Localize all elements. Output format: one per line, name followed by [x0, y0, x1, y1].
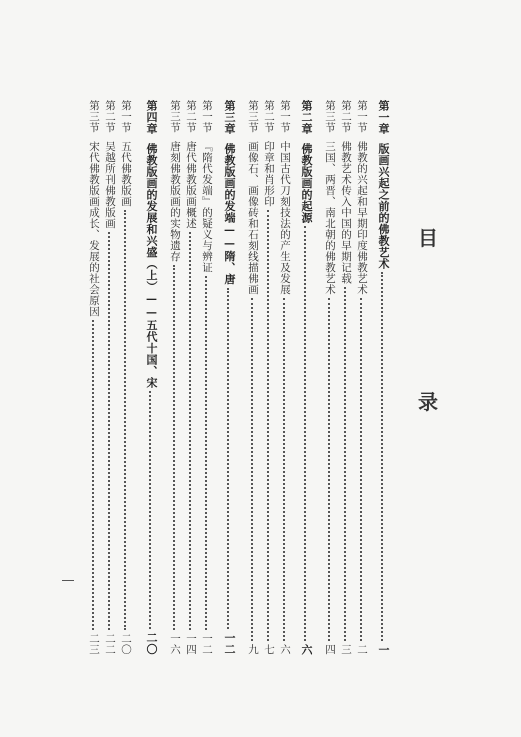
entry-title: 宋代佛教版画成长、发展的社会原因: [88, 141, 100, 317]
dot-leader: [344, 287, 348, 641]
toc-entry-section: [323, 100, 337, 655]
entry-title: 佛教版画的发端——隋、唐: [223, 142, 236, 285]
page-mark: [62, 580, 74, 581]
entry-label: 第二节: [104, 100, 116, 133]
toc-entry-section: [184, 100, 198, 655]
entry-label: 第一章: [377, 100, 390, 135]
toc-entry-section: [200, 100, 214, 655]
entry-label: 第一节: [201, 100, 213, 133]
toc-entry-section: [119, 100, 133, 655]
entry-title: 五代佛教版画: [120, 141, 132, 207]
entry-title: 佛教版画的发展和兴盛（上）——五代十国、宋: [145, 142, 158, 388]
entry-page: 二: [356, 644, 368, 655]
dot-leader: [227, 288, 231, 630]
entry-title: 印章和肖形印: [263, 141, 275, 207]
title-char-lu: 录: [418, 390, 438, 414]
entry-title: 『隋代发端』的疑义与辨证: [201, 141, 213, 273]
entry-label: 第二节: [185, 100, 197, 133]
entry-page: 二〇: [145, 632, 158, 655]
entry-label: 第一节: [356, 100, 368, 133]
entry-page: 一二: [201, 633, 213, 655]
entry-page: 七: [263, 644, 275, 655]
entry-page: 二〇: [120, 633, 132, 655]
entry-label: 第二章: [300, 100, 313, 135]
dot-leader: [108, 232, 112, 630]
entry-title: 版画兴起之前的佛教艺术: [377, 142, 390, 269]
entry-label: 第二节: [263, 100, 275, 133]
dot-leader: [149, 391, 153, 629]
entry-title: 唐代佛教版画概述: [185, 141, 197, 229]
dot-leader: [267, 210, 271, 641]
dot-leader: [205, 276, 209, 630]
entry-title: 吴越所刊佛教版画: [104, 141, 116, 229]
entry-label: 第一节: [120, 100, 132, 133]
entry-title: 唐刻佛教版画的实物遗存: [169, 141, 181, 262]
entry-page: 九: [247, 644, 259, 655]
toc-entry-section: [262, 100, 276, 655]
entry-label: 第三节: [88, 100, 100, 133]
toc-entry-section: [168, 100, 182, 655]
entry-label: 第三节: [169, 100, 181, 133]
entry-title: 佛教艺术传入中国的早期记载: [340, 141, 352, 284]
entry-page: 六: [300, 643, 313, 655]
dot-leader: [173, 265, 177, 630]
entry-label: 第一节: [279, 100, 291, 133]
entry-label: 第三节: [247, 100, 259, 133]
entry-label: 第三节: [324, 100, 336, 133]
entry-page: 一: [377, 643, 390, 655]
toc-entry-section: [103, 100, 117, 655]
toc-entry-chapter-1: [376, 100, 390, 655]
entry-label: 第四章: [145, 100, 158, 135]
entry-page: 一六: [169, 633, 181, 655]
entry-title: 三国、两晋、南北朝的佛教艺术: [324, 141, 336, 295]
dot-leader: [360, 298, 364, 641]
toc-entry-chapter-3: [222, 100, 236, 655]
entry-page: 四: [324, 644, 336, 655]
toc-entry-chapter-2: [299, 100, 313, 655]
entry-page: 二二: [104, 633, 116, 655]
entry-page: 六: [279, 644, 291, 655]
entry-title: 中国古代刀刻技法的产生及发展: [279, 141, 291, 295]
entry-page: 二三: [88, 633, 100, 655]
dot-leader: [283, 298, 287, 641]
toc-entry-section: [87, 100, 101, 655]
entry-label: 第三章: [223, 100, 236, 135]
entry-title: 佛教的兴起和早期印度佛教艺术: [356, 141, 368, 295]
dot-leader: [381, 272, 385, 641]
entry-title: 佛教版画的起源: [300, 142, 313, 223]
dot-leader: [304, 226, 308, 641]
toc-entry-section: [246, 100, 260, 655]
entry-page: 一四: [185, 633, 197, 655]
dot-leader: [251, 298, 255, 641]
dot-leader: [124, 210, 128, 630]
toc-entry-section: [355, 100, 369, 655]
entry-page: 一二: [223, 632, 236, 655]
dot-leader: [189, 232, 193, 630]
title-char-mu: 目: [418, 226, 438, 250]
entry-label: 第二节: [340, 100, 352, 133]
entry-title: 画像石、画像砖和石刻线描佛画: [247, 141, 259, 295]
toc-entry-chapter-4: [144, 100, 158, 655]
dot-leader: [92, 320, 96, 630]
dot-leader: [328, 298, 332, 641]
toc-entry-section: [339, 100, 353, 655]
toc-entry-section: [278, 100, 292, 655]
entry-page: 三: [340, 644, 352, 655]
